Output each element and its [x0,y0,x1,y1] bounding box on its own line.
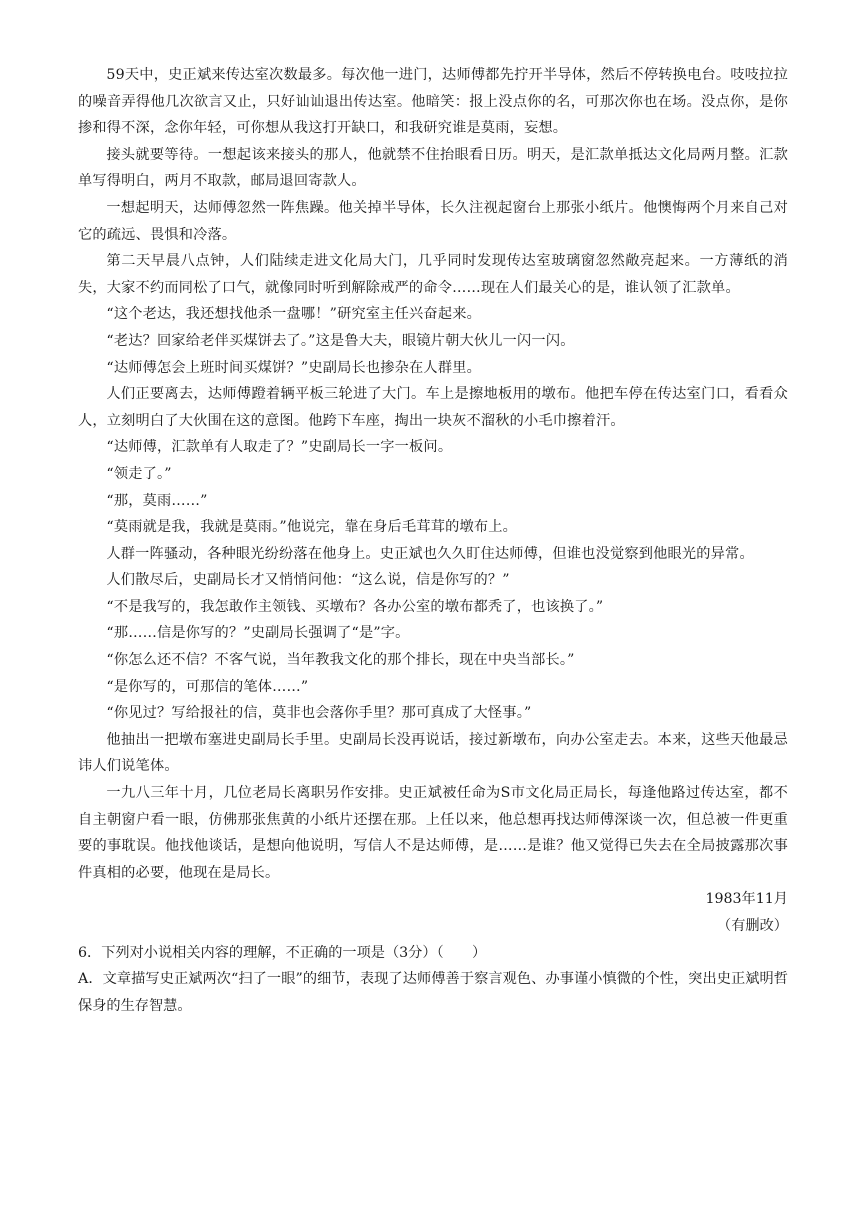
paragraph: 一想起明天，达师傅忽然一阵焦躁。他关掉半导体，长久注视起窗台上那张小纸片。他懊悔两个月来自己对它的疏远、畏惧和冷落。 [78,199,788,243]
document-page [78,62,788,1019]
dialogue-line: “达师傅，汇款单有人取走了？”史副局长一字一板问。 [106,439,453,456]
question-option-a: A．文章描写史正斌两次“扫了一眼”的细节，表现了达师傅善于察言观色、办事谨小慎微的个性，突出史正斌明哲保身的生存智慧。 [78,971,788,1014]
date-line: 1983年11月 [705,891,788,908]
dialogue-line: “那，莫雨……” [106,492,208,509]
dialogue-line: “你见过？写给报社的信，莫非也会落你手里？那可真成了大怪事。” [106,705,532,722]
paragraph: 人们正要离去，达师傅蹬着辆平板三轮进了大门。车上是擦地板用的墩布。他把车停在传达室门口，看看众人，立刻明白了大伙围在这的意图。他跨下车座，掏出一块灰不溜秋的小毛巾擦着汗。 [78,386,788,429]
edit-note: （有删改） [717,918,788,934]
dialogue-line: “这个老达，我还想找他杀一盘哪！”研究室主任兴奋起来。 [106,306,481,323]
paragraph: 一九八三年十月，几位老局长离职另作安排。史正斌被任命为S市文化局正局长，每逢他路过传达室，都不自主朝窗户看一眼，仿佛那张焦黄的小纸片还摆在那。上任以来，他总想再找达师傅深谈一次，但总被一件更重要的事耽误。他找他谈话，是想向他说明，写信人不是达师傅，是……是谁？他又觉得已失去在全局披露那次事件真相的必要，他现在是局长。 [78,785,788,881]
question-stem: 6．下列对小说相关内容的理解，不正确的一项是（3分）（ ） [78,944,487,961]
paragraph: 第二天早晨八点钟，人们陆续走进文化局大门，几乎同时发现传达室玻璃窗忽然敞亮起来。一方薄纸的消失，大家不约而同松了口气，就像同时听到解除戒严的命令……现在人们最关心的是，谁认领了汇款单。 [78,253,788,296]
paragraph: 59天中，史正斌来传达室次数最多。每次他一进门，达师傅都先拧开半导体，然后不停转换电台。吱吱拉拉的噪音弄得他几次欲言又止，只好讪讪退出传达室。他暗笑：报上没点你的名，可那次你也在场。没点你，是你掺和得不深，念你年轻，可你想从我这打开缺口，和我研究谁是莫雨，妄想。 [78,67,788,137]
paragraph: 他抽出一把墩布塞进史副局长手里。史副局长没再说话，接过新墩布，向办公室走去。本来，这些天他最忌讳人们说笔体。 [78,731,788,775]
dialogue-line: “那……信是你写的？”史副局长强调了“是”字。 [106,625,410,642]
paragraph: 接头就要等待。一想起该来接头的那人，他就禁不住抬眼看日历。明天，是汇款单抵达文化局两月整。汇款单写得明白，两月不取款，邮局退回寄款人。 [78,146,788,190]
dialogue-line: “达师傅怎会上班时间买煤饼？”史副局长也掺杂在人群里。 [106,359,481,376]
paragraph: 人们散尽后，史副局长才又悄悄问他：“这么说，信是你写的？” [106,572,510,589]
dialogue-line: “不是我写的，我怎敢作主领钱、买墩布？各办公室的墩布都秃了，也该换了。” [106,598,604,615]
dialogue-line: “是你写的，可那信的笔体……” [106,678,309,695]
paragraph: 人群一阵骚动，各种眼光纷纷落在他身上。史正斌也久久盯住达师傅，但谁也没觉察到他眼光的异常。 [106,545,754,562]
dialogue-line: “老达？回家给老伴买煤饼去了。”这是鲁大夫，眼镜片朝大伙儿一闪一闪。 [106,332,575,349]
dialogue-line: “莫雨就是我，我就是莫雨。”他说完，靠在身后毛茸茸的墩布上。 [106,519,518,536]
dialogue-line: “领走了。” [106,465,172,482]
dialogue-line: “你怎么还不信？不客气说，当年教我文化的那个排长，现在中央当部长。” [106,652,575,669]
